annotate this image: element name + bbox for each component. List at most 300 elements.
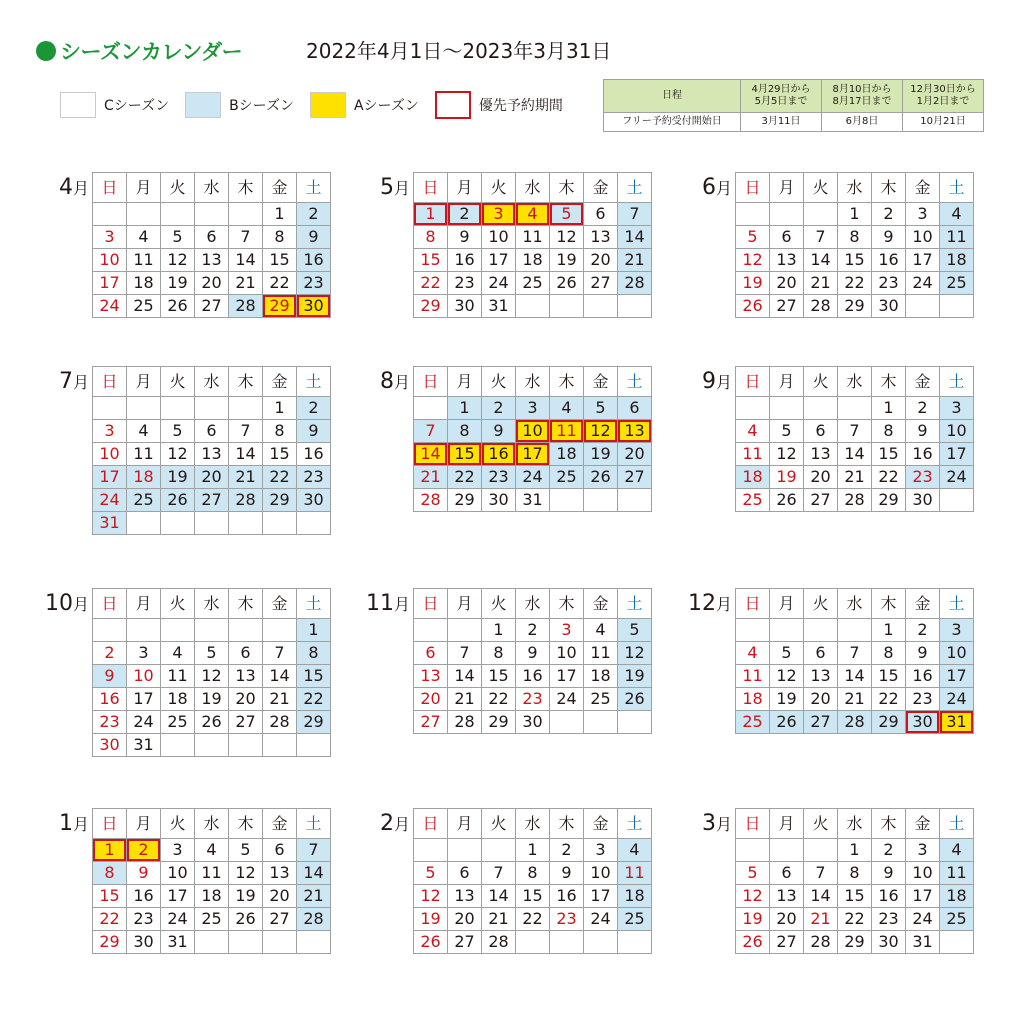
booking-table [603, 79, 984, 132]
day-cell: 19 [618, 665, 652, 688]
empty-cell [414, 619, 448, 642]
day-cell: 2 [906, 397, 940, 420]
day-cell: 10 [906, 226, 940, 249]
weekday-header: 火 [482, 173, 516, 203]
empty-cell [550, 931, 584, 954]
month-table [92, 172, 331, 318]
day-cell: 11 [940, 226, 974, 249]
month-suffix: 月 [715, 595, 732, 614]
day-cell: 8 [482, 642, 516, 665]
week-row [414, 642, 652, 665]
day-cell: 21 [414, 466, 448, 489]
weekday-header: 金 [584, 589, 618, 619]
week-row [93, 489, 331, 512]
month-number: 1 [58, 811, 73, 836]
month-label [702, 370, 732, 395]
day-cell: 2 [448, 203, 482, 226]
day-cell: 13 [584, 226, 618, 249]
day-cell: 23 [127, 908, 161, 931]
weekday-header: 木 [550, 173, 584, 203]
season-legend [60, 90, 579, 120]
day-cell: 25 [618, 908, 652, 931]
day-cell: 26 [770, 711, 804, 734]
empty-cell [804, 619, 838, 642]
day-cell: 17 [93, 272, 127, 295]
day-cell: 21 [804, 908, 838, 931]
day-cell: 23 [482, 466, 516, 489]
day-cell: 18 [940, 249, 974, 272]
month-suffix: 月 [715, 179, 732, 198]
day-cell: 21 [618, 249, 652, 272]
empty-cell [838, 619, 872, 642]
day-cell: 9 [906, 420, 940, 443]
day-cell: 15 [263, 443, 297, 466]
week-row [93, 443, 331, 466]
week-row [736, 203, 974, 226]
empty-cell [195, 734, 229, 757]
weekday-header-row [736, 173, 974, 203]
day-cell: 24 [161, 908, 195, 931]
day-cell: 22 [838, 908, 872, 931]
legend-item-priority [435, 91, 563, 119]
day-cell: 9 [906, 642, 940, 665]
month-label [688, 592, 732, 617]
day-cell: 30 [872, 931, 906, 954]
month-suffix: 月 [715, 373, 732, 392]
day-cell: 25 [940, 908, 974, 931]
day-cell: 4 [618, 839, 652, 862]
empty-cell [127, 512, 161, 535]
empty-cell [804, 203, 838, 226]
week-row [414, 466, 652, 489]
day-cell: 28 [482, 931, 516, 954]
day-cell: 22 [838, 272, 872, 295]
empty-cell [195, 397, 229, 420]
day-cell: 18 [195, 885, 229, 908]
day-cell: 9 [297, 226, 331, 249]
day-cell: 24 [516, 466, 550, 489]
day-cell: 28 [297, 908, 331, 931]
day-cell: 20 [263, 885, 297, 908]
day-cell: 28 [804, 931, 838, 954]
week-row [414, 397, 652, 420]
month-number: 9 [701, 369, 716, 394]
week-row [736, 443, 974, 466]
day-cell: 9 [127, 862, 161, 885]
weekday-header: 火 [161, 173, 195, 203]
legend-label: Bシーズン [229, 98, 294, 114]
week-row [414, 711, 652, 734]
day-cell: 26 [161, 489, 195, 512]
day-cell: 17 [482, 249, 516, 272]
day-cell: 13 [195, 249, 229, 272]
month-number: 2 [379, 811, 394, 836]
day-cell: 5 [736, 862, 770, 885]
empty-cell [550, 711, 584, 734]
day-cell: 9 [550, 862, 584, 885]
week-row [93, 226, 331, 249]
day-cell: 9 [93, 665, 127, 688]
month-label [366, 592, 410, 617]
day-cell: 2 [906, 619, 940, 642]
week-row [736, 295, 974, 318]
day-cell: 13 [770, 885, 804, 908]
day-cell: 25 [584, 688, 618, 711]
day-cell: 27 [195, 295, 229, 318]
day-cell: 30 [906, 711, 940, 734]
empty-cell [736, 397, 770, 420]
day-cell: 17 [516, 443, 550, 466]
weekday-header-row [93, 589, 331, 619]
day-cell: 11 [550, 420, 584, 443]
weekday-header: 土 [297, 589, 331, 619]
weekday-header: 月 [770, 367, 804, 397]
day-cell: 26 [414, 931, 448, 954]
day-cell: 6 [195, 420, 229, 443]
day-cell: 27 [804, 489, 838, 512]
weekday-header: 土 [940, 173, 974, 203]
day-cell: 5 [770, 642, 804, 665]
day-cell: 20 [804, 466, 838, 489]
empty-cell [516, 295, 550, 318]
empty-cell [297, 931, 331, 954]
day-cell: 6 [618, 397, 652, 420]
weekday-header: 火 [482, 367, 516, 397]
day-cell: 30 [482, 489, 516, 512]
empty-cell [161, 619, 195, 642]
empty-cell [736, 203, 770, 226]
day-cell: 11 [195, 862, 229, 885]
day-cell: 27 [263, 908, 297, 931]
day-cell: 3 [93, 420, 127, 443]
weekday-header: 水 [516, 589, 550, 619]
weekday-header: 月 [127, 809, 161, 839]
month-number: 5 [379, 175, 394, 200]
weekday-header: 木 [550, 367, 584, 397]
day-cell: 3 [516, 397, 550, 420]
day-cell: 22 [263, 466, 297, 489]
day-cell: 24 [906, 272, 940, 295]
month-table [735, 588, 974, 734]
month-table [92, 366, 331, 535]
day-cell: 14 [448, 665, 482, 688]
day-cell: 29 [297, 711, 331, 734]
day-cell: 17 [93, 466, 127, 489]
weekday-header-row [736, 809, 974, 839]
week-row [414, 272, 652, 295]
empty-cell [770, 397, 804, 420]
day-cell: 26 [161, 295, 195, 318]
weekday-header: 土 [618, 173, 652, 203]
day-cell: 20 [618, 443, 652, 466]
month-label [380, 176, 410, 201]
weekday-header: 土 [297, 367, 331, 397]
day-cell: 25 [127, 295, 161, 318]
day-cell: 24 [906, 908, 940, 931]
day-cell: 11 [940, 862, 974, 885]
day-cell: 7 [618, 203, 652, 226]
week-row [93, 512, 331, 535]
empty-cell [618, 295, 652, 318]
weekday-header: 日 [93, 173, 127, 203]
day-cell: 28 [414, 489, 448, 512]
day-cell: 4 [736, 420, 770, 443]
day-cell: 25 [195, 908, 229, 931]
month-table [92, 808, 331, 954]
month-calendar-10 [44, 588, 331, 757]
day-cell: 25 [736, 489, 770, 512]
day-cell: 18 [516, 249, 550, 272]
day-cell: 27 [804, 711, 838, 734]
day-cell: 20 [804, 688, 838, 711]
week-row [736, 489, 974, 512]
day-cell: 15 [872, 443, 906, 466]
day-cell: 28 [838, 489, 872, 512]
empty-cell [195, 619, 229, 642]
day-cell: 6 [770, 226, 804, 249]
day-cell: 12 [770, 665, 804, 688]
day-cell: 4 [940, 839, 974, 862]
weekday-header-row [736, 589, 974, 619]
day-cell: 14 [838, 443, 872, 466]
week-row [414, 688, 652, 711]
day-cell: 19 [770, 466, 804, 489]
day-cell: 26 [550, 272, 584, 295]
weekday-header: 木 [229, 589, 263, 619]
day-cell: 19 [736, 908, 770, 931]
week-row [736, 908, 974, 931]
weekday-header: 水 [516, 173, 550, 203]
day-cell: 3 [93, 226, 127, 249]
empty-cell [263, 512, 297, 535]
week-row [93, 862, 331, 885]
day-cell: 30 [127, 931, 161, 954]
month-calendar-4 [58, 172, 331, 318]
day-cell: 18 [736, 466, 770, 489]
day-cell: 26 [195, 711, 229, 734]
day-cell: 15 [93, 885, 127, 908]
period-end: 8月17日まで [832, 96, 892, 107]
day-cell: 23 [906, 466, 940, 489]
week-row [414, 665, 652, 688]
day-cell: 3 [940, 397, 974, 420]
month-suffix: 月 [393, 595, 410, 614]
day-cell: 20 [195, 272, 229, 295]
day-cell: 26 [736, 295, 770, 318]
month-suffix: 月 [715, 815, 732, 834]
day-cell: 24 [550, 688, 584, 711]
legend-label: 優先予約期間 [478, 98, 563, 114]
month-label [59, 176, 89, 201]
week-row [736, 249, 974, 272]
day-cell: 18 [940, 885, 974, 908]
day-cell: 11 [584, 642, 618, 665]
day-cell: 13 [263, 862, 297, 885]
day-cell: 25 [550, 466, 584, 489]
day-cell: 17 [906, 885, 940, 908]
day-cell: 23 [448, 272, 482, 295]
empty-cell [804, 397, 838, 420]
day-cell: 14 [838, 665, 872, 688]
day-cell: 18 [584, 665, 618, 688]
day-cell: 31 [161, 931, 195, 954]
day-cell: 27 [195, 489, 229, 512]
day-cell: 3 [127, 642, 161, 665]
day-cell: 30 [872, 295, 906, 318]
day-cell: 1 [516, 839, 550, 862]
day-cell: 27 [414, 711, 448, 734]
day-cell: 8 [263, 420, 297, 443]
day-cell: 21 [297, 885, 331, 908]
weekday-header: 日 [736, 809, 770, 839]
day-cell: 23 [297, 466, 331, 489]
day-cell: 7 [838, 642, 872, 665]
day-cell: 29 [414, 295, 448, 318]
day-cell: 8 [838, 862, 872, 885]
day-cell: 9 [482, 420, 516, 443]
empty-cell [297, 512, 331, 535]
month-calendar-9 [701, 366, 974, 512]
day-cell: 13 [770, 249, 804, 272]
month-calendar-2 [379, 808, 652, 954]
week-row [93, 397, 331, 420]
weekday-header: 土 [940, 589, 974, 619]
empty-cell [93, 203, 127, 226]
weekday-header: 日 [736, 367, 770, 397]
month-table [413, 588, 652, 734]
day-cell: 12 [161, 249, 195, 272]
month-table [413, 172, 652, 318]
day-cell: 7 [448, 642, 482, 665]
day-cell: 20 [229, 688, 263, 711]
day-cell: 2 [516, 619, 550, 642]
day-cell: 8 [93, 862, 127, 885]
weekday-header: 月 [127, 367, 161, 397]
week-row [736, 862, 974, 885]
day-cell: 11 [736, 665, 770, 688]
day-cell: 5 [618, 619, 652, 642]
day-cell: 7 [482, 862, 516, 885]
empty-cell [448, 619, 482, 642]
weekday-header: 月 [448, 367, 482, 397]
day-cell: 20 [414, 688, 448, 711]
day-cell: 29 [872, 711, 906, 734]
day-cell: 19 [229, 885, 263, 908]
day-cell: 9 [448, 226, 482, 249]
c-season-swatch [60, 92, 96, 118]
day-cell: 29 [872, 489, 906, 512]
day-cell: 4 [736, 642, 770, 665]
day-cell: 16 [448, 249, 482, 272]
day-cell: 2 [482, 397, 516, 420]
month-calendar-7 [58, 366, 331, 535]
day-cell: 8 [263, 226, 297, 249]
day-cell: 13 [804, 665, 838, 688]
week-row [93, 203, 331, 226]
day-cell: 6 [195, 226, 229, 249]
day-cell: 29 [263, 489, 297, 512]
day-cell: 7 [414, 420, 448, 443]
month-label [702, 812, 732, 837]
day-cell: 10 [127, 665, 161, 688]
day-cell: 23 [516, 688, 550, 711]
booking-period-cell [903, 80, 984, 113]
day-cell: 3 [550, 619, 584, 642]
booking-period-cell [822, 80, 903, 113]
booking-start-row [604, 113, 984, 132]
day-cell: 21 [229, 466, 263, 489]
day-cell: 22 [482, 688, 516, 711]
empty-cell [584, 489, 618, 512]
day-cell: 16 [297, 249, 331, 272]
day-cell: 15 [838, 249, 872, 272]
day-cell: 1 [838, 839, 872, 862]
day-cell: 16 [906, 665, 940, 688]
day-cell: 8 [872, 420, 906, 443]
day-cell: 2 [297, 203, 331, 226]
day-cell: 21 [448, 688, 482, 711]
empty-cell [93, 619, 127, 642]
weekday-header: 木 [229, 173, 263, 203]
day-cell: 6 [448, 862, 482, 885]
weekday-header: 土 [618, 809, 652, 839]
weekday-header: 月 [127, 589, 161, 619]
month-suffix: 月 [393, 373, 410, 392]
page-title: シーズンカレンダー [60, 40, 243, 64]
month-number: 4 [58, 175, 73, 200]
day-cell: 12 [195, 665, 229, 688]
week-row [736, 931, 974, 954]
day-cell: 11 [127, 443, 161, 466]
day-cell: 12 [550, 226, 584, 249]
empty-cell [550, 295, 584, 318]
day-cell: 11 [161, 665, 195, 688]
day-cell: 29 [263, 295, 297, 318]
day-cell: 20 [584, 249, 618, 272]
day-cell: 17 [584, 885, 618, 908]
day-cell: 16 [297, 443, 331, 466]
day-cell: 10 [940, 420, 974, 443]
booking-row-label: フリー予約受付開始日 [604, 113, 741, 132]
month-label [380, 812, 410, 837]
month-table [413, 808, 652, 954]
empty-cell [940, 489, 974, 512]
week-row [414, 885, 652, 908]
empty-cell [263, 734, 297, 757]
empty-cell [584, 711, 618, 734]
legend-item-b-season [185, 92, 294, 118]
week-row [736, 397, 974, 420]
day-cell: 6 [263, 839, 297, 862]
day-cell: 22 [516, 908, 550, 931]
week-row [93, 734, 331, 757]
day-cell: 12 [584, 420, 618, 443]
day-cell: 26 [770, 489, 804, 512]
weekday-header: 月 [448, 173, 482, 203]
day-cell: 30 [93, 734, 127, 757]
week-row [736, 272, 974, 295]
day-cell: 4 [584, 619, 618, 642]
day-cell: 12 [736, 249, 770, 272]
month-label [45, 592, 89, 617]
day-cell: 3 [906, 839, 940, 862]
empty-cell [161, 734, 195, 757]
day-cell: 24 [93, 295, 127, 318]
week-row [414, 226, 652, 249]
day-cell: 5 [229, 839, 263, 862]
day-cell: 16 [872, 885, 906, 908]
day-cell: 20 [448, 908, 482, 931]
